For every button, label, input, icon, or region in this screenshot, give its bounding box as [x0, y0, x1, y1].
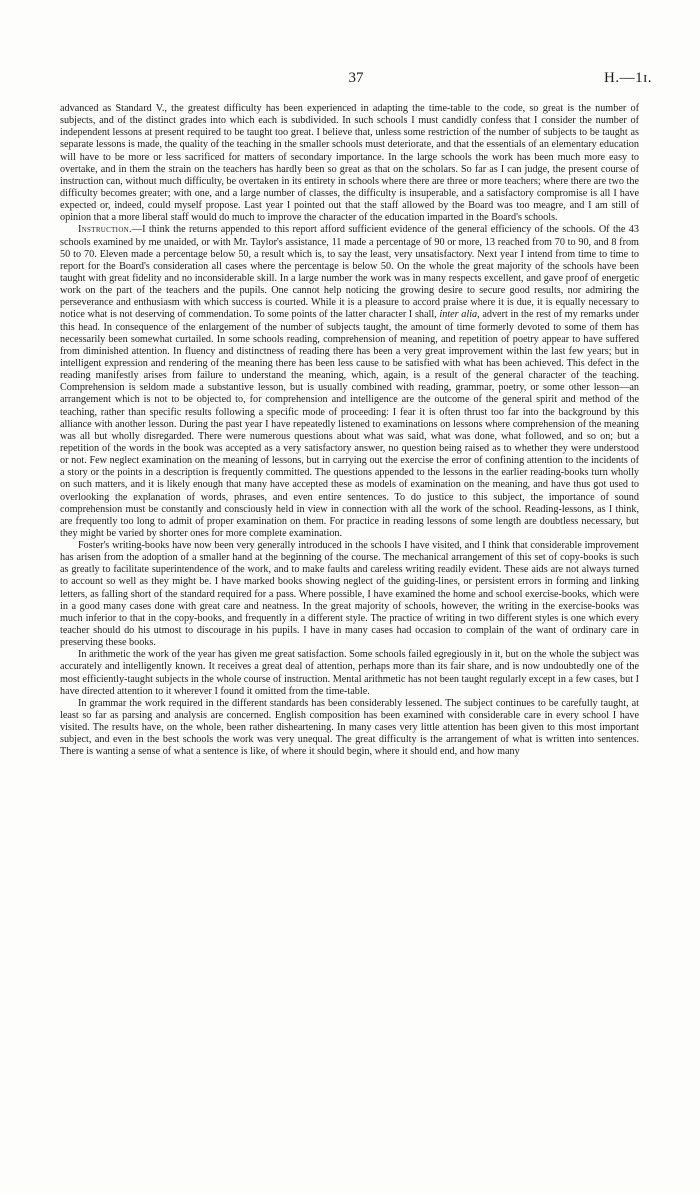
- paragraph-instruction-text-a: —I think the returns appended to this report afford sufficient evidence of the general efficiency of the schools. Of the 43 schools examined by me unaided, or with Mr. Taylor's assistance, 11 made a percentage of 90 or more, 13 reached from 70 to 90, and 8 from 50 to 70. Eleven made a percentage below 50, a result which is, to say the least, very unsatisfactory. Next year I intend from time to time to report for the Board's consideration all cases where the percentage is below 50. On the whole the great majority of the schools have been taught with great fidelity and no inconsiderable skill. In a large number the work was in many respects excellent, and gave proof of energetic work on the part of the teachers and the pupils. One cannot help noticing the growing desire to secure good results, nor admiring the perseverance and enthusiasm with which success is courted. While it is a pleasure to accord praise where it is due, it is equally necessary to notice what is not deserving of commendation. To some points of the latter character I shall,: [60, 224, 639, 321]
- paragraph-instruction: [60, 224, 639, 540]
- latin-phrase: inter alia,: [439, 309, 480, 321]
- page-number: 37: [348, 70, 364, 86]
- paragraph-standards: advanced as Standard V., the greatest difficulty has been experienced in adapting the time-table to the code, so great is the number of subjects, and of the distinct grades into which each is subdivided. In such schools I must candidly confess that I consider the number of independent lessons at present required to be taught too great. I believe that, unless some restriction of the number of subjects to be taught as separate lessons is made, the quality of the teaching in the smaller schools must deteriorate, and that the essentials of an elementary education will have to be more or less sacrificed for matters of secondary importance. In the large schools the work has been much more easy to overtake, and in them the strain on the teachers has hardly been so great as that on the scholars. So far as I can judge, the present course of instruction can, without much difficulty, be overtaken in its entirety in schools where there are three or more teachers; where there are two the difficulty becomes greater; with one, and a large number of classes, the difficulty is insuperable, and a satisfactory compromise is all I have expected or, indeed, could myself propose. Last year I pointed out that the staff allowed by the Board was too meagre, and I am still of opinion that a more liberal staff would do much to improve the character of the education imparted in the Board's schools.: [60, 103, 639, 224]
- report-body: [60, 103, 639, 759]
- paragraph-writing: Foster's writing-books have now been very generally introduced in the schools I have visited, and I think that considerable improvement has arisen from the adoption of a smaller hand at the beginning of the course. The mechanical arrangement of this set of copy-books is such as greatly to facilitate superintendence of the work, and to make faults and careless writing readily evident. These aids are not always turned to account so well as they might be. I have marked books showing neglect of the guiding-lines, or persistent errors in forming and linking letters, as falling short of the standard required for a pass. Where possible, I have examined the home and school exercise-books, which were in a good many cases done with great care and neatness. In the great majority of schools, however, the writing in the exercise-books was much inferior to that in the copy-books, and frequently in a different style. The practice of writing in two different styles is one which every teacher should do his utmost to discourage in his pupils. I have in many cases had occasion to complain of the want of ordinary care in preserving these books.: [60, 540, 639, 649]
- paragraph-grammar: In grammar the work required in the different standards has been considerably lessened. The subject continues to be carefully taught, at least so far as parsing and analysis are concerned. English composition has been examined with considerable care in every school I have visited. The results have, on the whole, been rather disheartening. In many cases very little attention has been given to this most important subject, and even in the best schools the work was very unequal. The great difficulty is the arrangement of what is written into sentences. There is wanting a sense of what a sentence is like, of where it should begin, where it should end, and how many: [60, 697, 639, 758]
- page-header: [60, 70, 652, 90]
- paragraph-instruction-text-b: advert in the rest of my remarks under this head. In consequence of the enlargement of the number of subjects taught, the amount of time formerly devoted to some of them has necessarily been somewhat curtailed. In some schools reading, comprehension of meaning, and repetition of poetry appear to have suffered from diminished attention. In fluency and distinctness of reading there has been a very great improvement within the last few years; but in intelligent expression and rendering of the meaning there has been less cause to be satisfied with what has been achieved. This defect in the reading manifestly arises from failure to understand the meaning, which, again, is a result of the general character of the teaching. Comprehension is seldom made a substantive lesson, but is usually combined with reading, grammar, poetry, or some other lesson—an arrangement which is not to be objected to, for comprehension and intelligence are the outcome of the general spirit and method of the teaching, rather than specific results following a specific mode of proceeding: I fear it is often thrust too far into the background by this alliance with another lesson. During the past year I have repeatedly listened to examinations on lessons where comprehension of the meaning was all but wholly disregarded. There were numerous questions about what was said, what was done, what followed, and so on; but a repetition of the words in the book was accepted as a very satisfactory answer, no question being raised as to whether they were understood or not. Few neglect examination on the meaning of lessons, but in carrying out the exercise the error of confining attention to the incidents of a story or the points in a description is frequently committed. The questions appended to the lessons in the earlier reading-books turn wholly on such matters, and it is likely enough that many have accepted these as models of examination on the meaning, and have thus got used to overlooking the explanation of words, phrases, and even entire sentences. To do justice to this subject, the importance of sound comprehension must be constantly and consciously held in view in connection with all the work of the school. Reading-lessons, as I think, are frequently too long to admit of proper examination on them. For practice in reading lessons of some length are doubtless necessary, but they might be varied by shorter ones for more complete examination.: [60, 309, 639, 539]
- document-reference: H.—1ɪ.: [604, 70, 652, 86]
- paragraph-arithmetic: In arithmetic the work of the year has given me great satisfaction. Some schools failed egregiously in it, but on the whole the subject was accurately and intelligently known. It receives a great deal of attention, perhaps more than its fair share, and is now undoubtedly one of the most efficiently-taught subjects in the whole course of instruction. Mental arithmetic has not been taught regularly except in a few cases, but I have directed attention to it wherever I found it omitted from the time-table.: [60, 649, 639, 697]
- section-heading-instruction: Instruction.: [78, 224, 132, 236]
